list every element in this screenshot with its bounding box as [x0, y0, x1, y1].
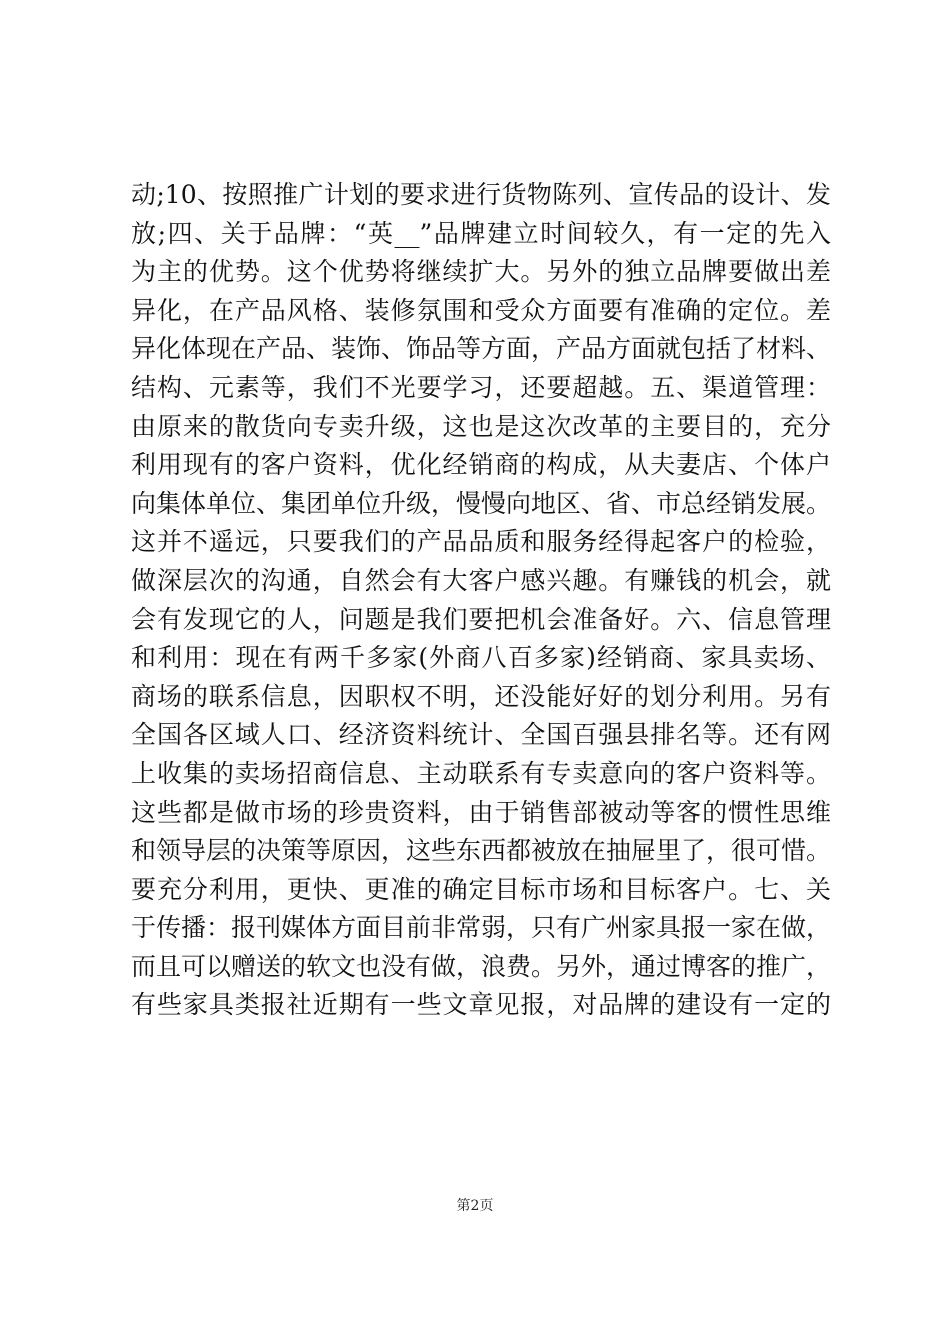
text-line: 这些都是做市场的珍贵资料，由于销售部被动等客的惯性思维	[131, 797, 831, 827]
text-line: 放;四、关于品牌：“英__”品牌建立时间较久，有一定的先入	[131, 218, 831, 248]
text-line: 结构、元素等，我们不光要学习，还要超越。五、渠道管理：	[131, 372, 831, 402]
text-line: 做深层次的沟通，自然会有大客户感兴趣。有赚钱的机会，就	[131, 565, 831, 595]
text-line: 向集体单位、集团单位升级，慢慢向地区、省、市总经销发展。	[131, 488, 832, 518]
text-line: 这并不遥远，只要我们的产品品质和服务经得起客户的检验，	[131, 527, 831, 557]
text-line: 由原来的散货向专卖升级，这也是这次改革的主要目的，充分	[131, 411, 831, 441]
text-line: 和利用：现在有两千多家(外商八百多家)经销商、家具卖场、	[131, 643, 831, 673]
body-text	[131, 176, 831, 1025]
text-line: 为主的优势。这个优势将继续扩大。另外的独立品牌要做出差	[131, 257, 831, 287]
text-line: 有些家具类报社近期有一些文章见报，对品牌的建设有一定的	[131, 990, 831, 1020]
text-line: 全国各区域人口、经济资料统计、全国百强县排名等。还有网	[131, 720, 831, 750]
text-line: 于传播：报刊媒体方面目前非常弱，只有广州家具报一家在做，	[131, 913, 832, 943]
text-line: 商场的联系信息，因职权不明，还没能好好的划分利用。另有	[131, 681, 831, 711]
text-line: 利用现有的客户资料，优化经销商的构成，从夫妻店、个体户	[131, 450, 831, 480]
page-number: 第2页	[456, 1198, 494, 1214]
text-line: 上收集的卖场招商信息、主动联系有专卖意向的客户资料等。	[131, 758, 831, 788]
text-line: 异化体现在产品、装饰、饰品等方面，产品方面就包括了材料、	[131, 334, 832, 364]
text-line: 会有发现它的人，问题是我们要把机会准备好。六、信息管理	[131, 604, 831, 634]
text-line: 而且可以赠送的软文也没有做，浪费。另外，通过博客的推广，	[131, 951, 832, 981]
text-line: 要充分利用，更快、更准的确定目标市场和目标客户。七、关	[131, 874, 831, 904]
text-line: 异化，在产品风格、装修氛围和受众方面要有准确的定位。差	[131, 295, 831, 325]
text-line: 和领导层的决策等原因，这些东西都被放在抽屉里了，很可惜。	[131, 836, 832, 866]
text-line: 动;10、按照推广计划的要求进行货物陈列、宣传品的设计、发	[131, 180, 831, 209]
